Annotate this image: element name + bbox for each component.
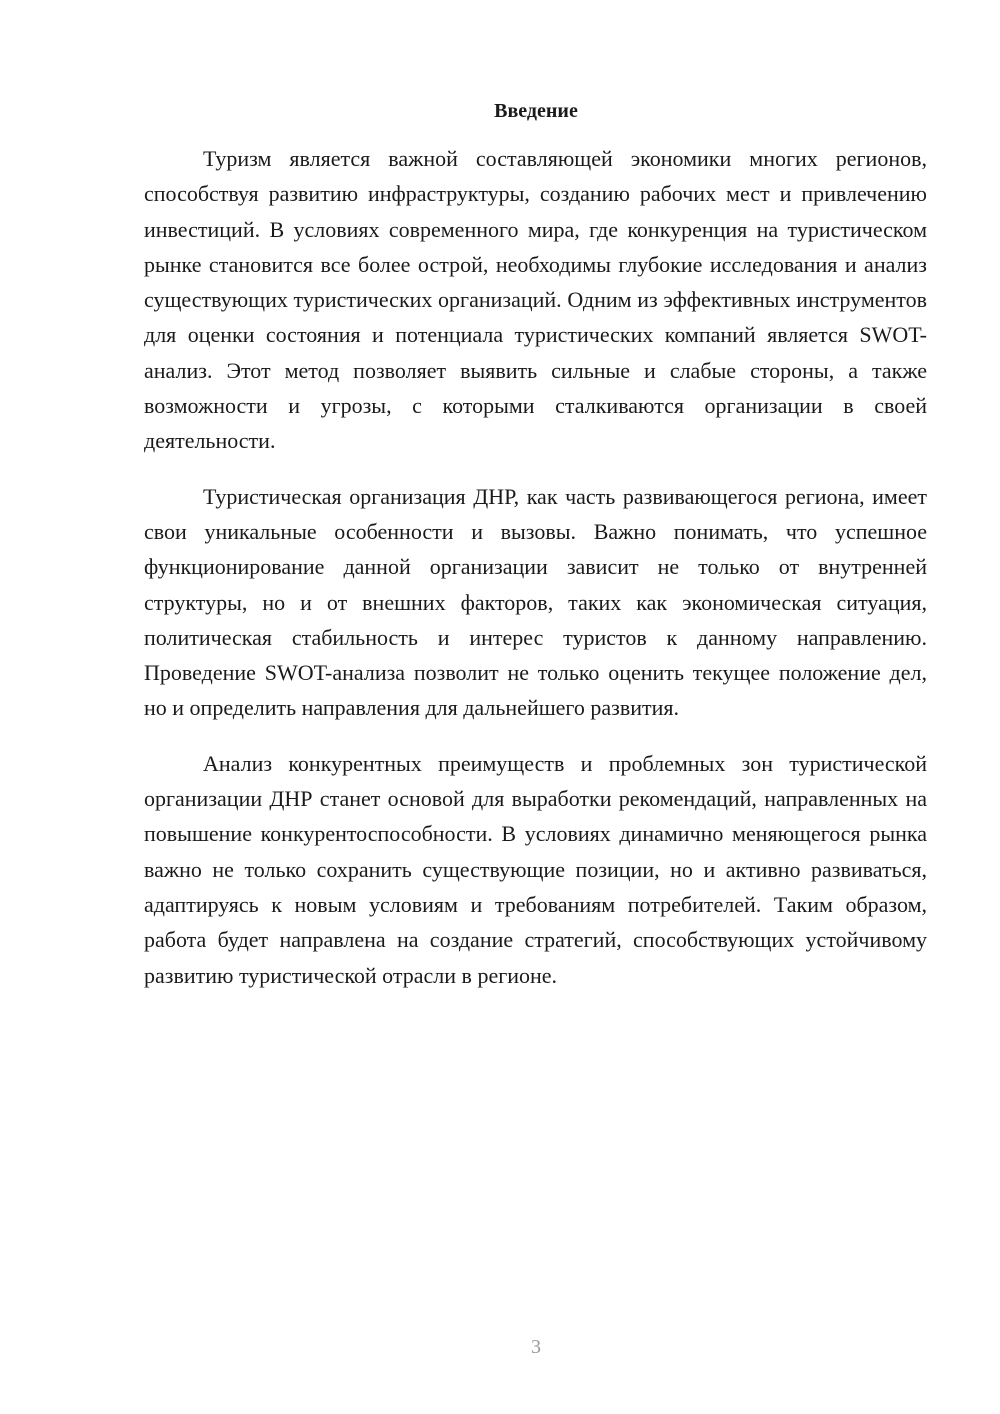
page-title: Введение xyxy=(494,100,578,122)
paragraph-3: Анализ конкурентных преимуществ и проблемных зон туристической организации ДНР станет основой для выработки рекомендаций, направленных на повышение конкурентоспособности. В условиях динамично меняющегося рынка важно не только сохранить существующие позиции, но и активно развиваться, адаптируясь к новым условиям и требованиям потребителей. Таким образом, работа будет направлена на создание стратегий, способствующих устойчивому развитию туристической отрасли в регионе. xyxy=(144,750,927,988)
paragraph-1: Туризм является важной составляющей экономики многих регионов, способствуя развитию инфраструктуры, созданию рабочих мест и привлечению инвестиций. В условиях современного мира, где конкуренция на туристическом рынке становится все более острой, необходимы глубокие исследования и анализ существующих туристических организаций. Одним из эффективных инструментов для оценки состояния и потенциала туристических компаний является SWOT-анализ. Этот метод позволяет выявить сильные и слабые стороны, а также возможности и угрозы, с которыми сталкиваются организации в своей деятельности. xyxy=(144,146,927,454)
document-body xyxy=(144,141,927,1013)
paragraph-2: Туристическая организация ДНР, как часть развивающегося региона, имеет свои уникальные особенности и вызовы. Важно понимать, что успешное функционирование данной организации зависит не только от внутренней структуры, но и от внешних факторов, таких как экономическая ситуация, политическая стабильность и интерес туристов к данному направлению. Проведение SWOT-анализа позволит не только оценить текущее положение дел, но и определить направления для дальнейшего развития. xyxy=(144,483,927,721)
page-number: 3 xyxy=(531,1336,541,1358)
